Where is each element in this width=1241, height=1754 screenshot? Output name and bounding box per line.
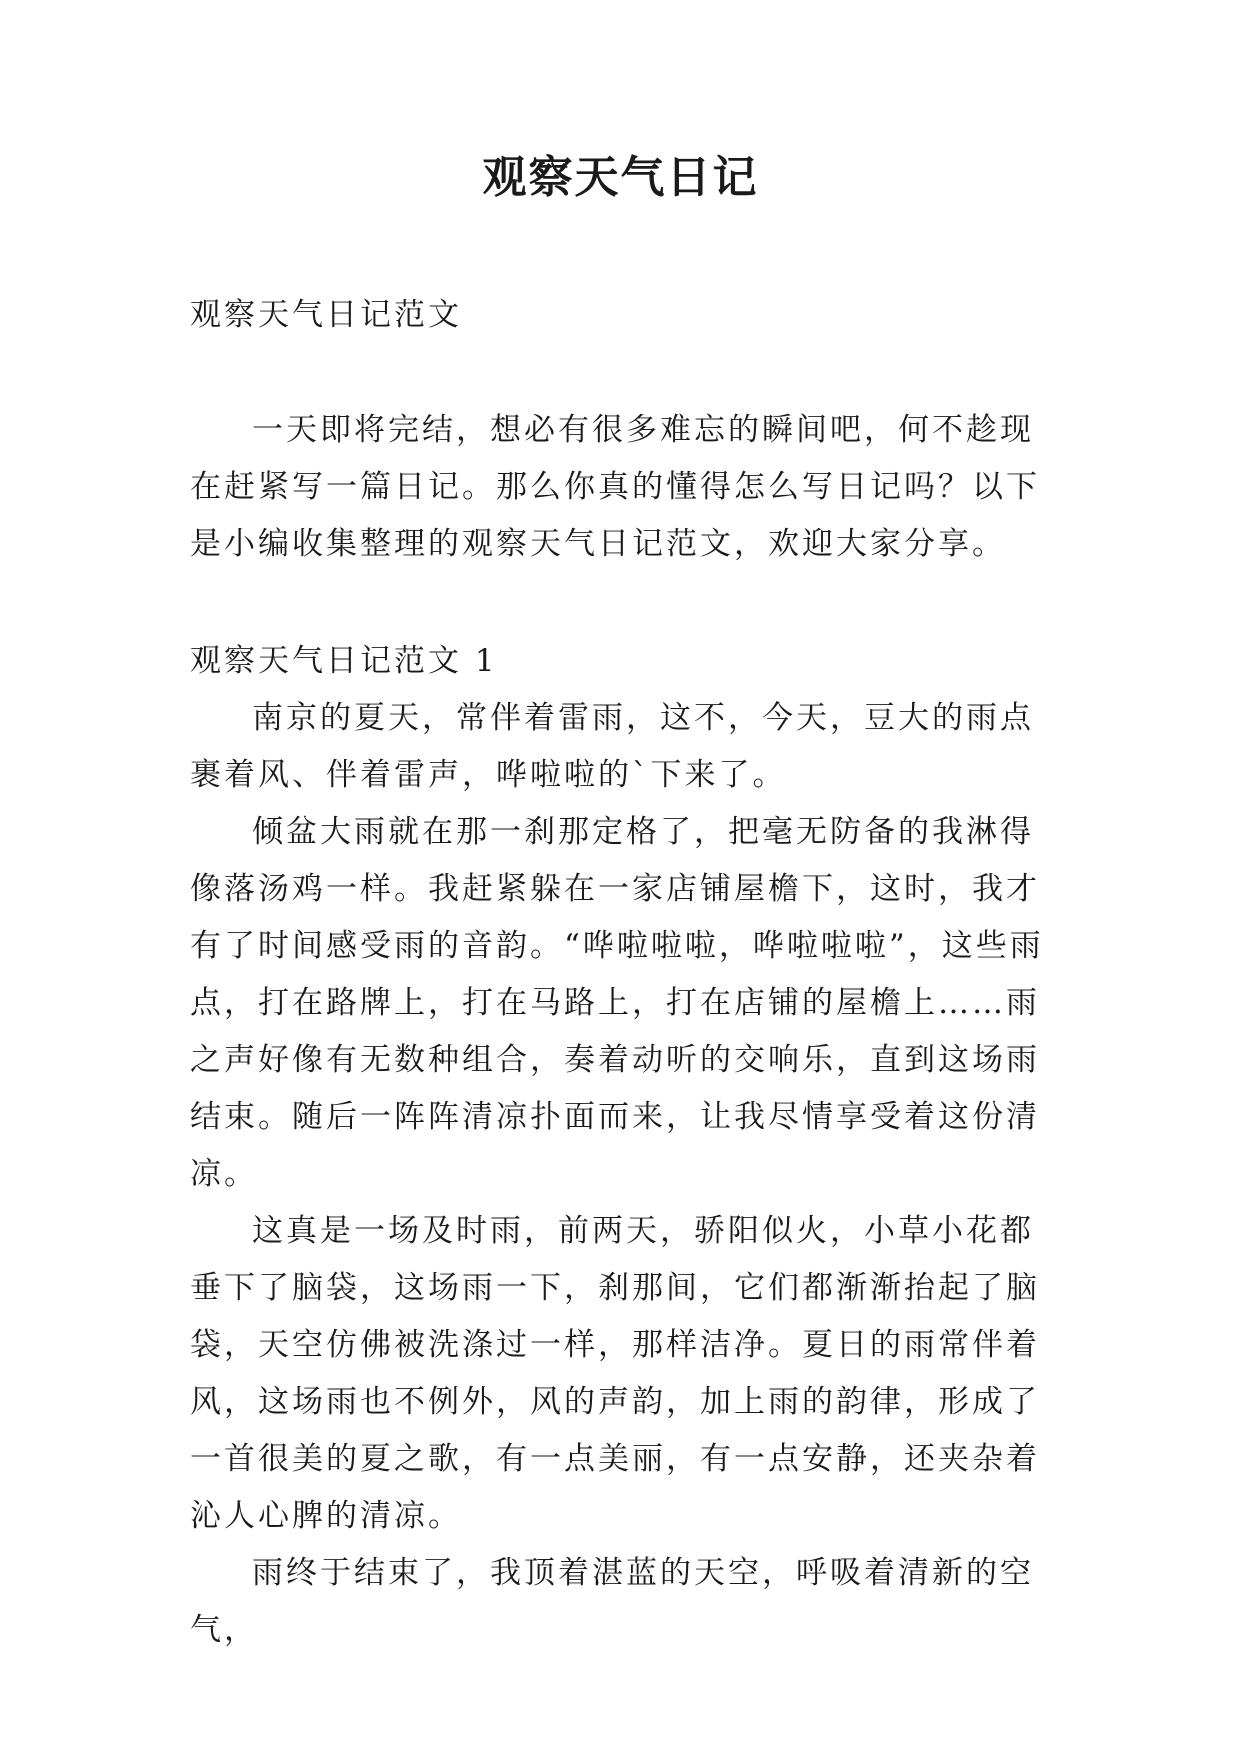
paragraph-4: 雨终于结束了，我顶着湛蓝的天空，呼吸着清新的空气， (190, 1555, 1034, 1648)
paragraph-2: 倾盆大雨就在那一刹那定格了，把毫无防备的我淋得像落汤鸡一样。我赶紧躲在一家店铺屋檐下，这时，我才有了时间感受雨的音韵。“哗啦啦啦，哗啦啦啦”，这些雨点，打在路牌上，打在马路上，打在店铺的屋檐上……雨之声好像有无数种组合，奏着动听的交响乐，直到这场雨结束。随后一阵阵清凉扑面而来，让我尽情享受着这份清凉。 (190, 814, 1044, 1192)
section-heading: 观察天气日记范文 1 (190, 643, 498, 679)
intro-text: 一天即将完结，想必有很多难忘的瞬间吧，何不趁现在赶紧写一篇日记。那么你真的懂得怎么写日记吗？以下是小编收集整理的观察天气日记范文，欢迎大家分享。 (190, 412, 1040, 562)
paragraph-3: 这真是一场及时雨，前两天，骄阳似火，小草小花都垂下了脑袋，这场雨一下，刹那间，它们都渐渐抬起了脑袋，天空仿佛被洗涤过一样，那样洁净。夏日的雨常伴着风，这场雨也不例外，风的声韵，加上雨的韵律，形成了一首很美的夏之歌，有一点美丽，有一点安静，还夹杂着沁人心脾的清凉。 (190, 1213, 1040, 1534)
paragraph-1: 南京的夏天，常伴着雷雨，这不，今天，豆大的雨点裹着风、伴着雷声，哗啦啦的`下来了。 (190, 700, 1034, 793)
intro-paragraph (190, 402, 1060, 573)
section-body (190, 690, 1060, 1659)
subheading: 观察天气日记范文 (190, 297, 462, 333)
page-title: 观察天气日记 (482, 152, 759, 203)
